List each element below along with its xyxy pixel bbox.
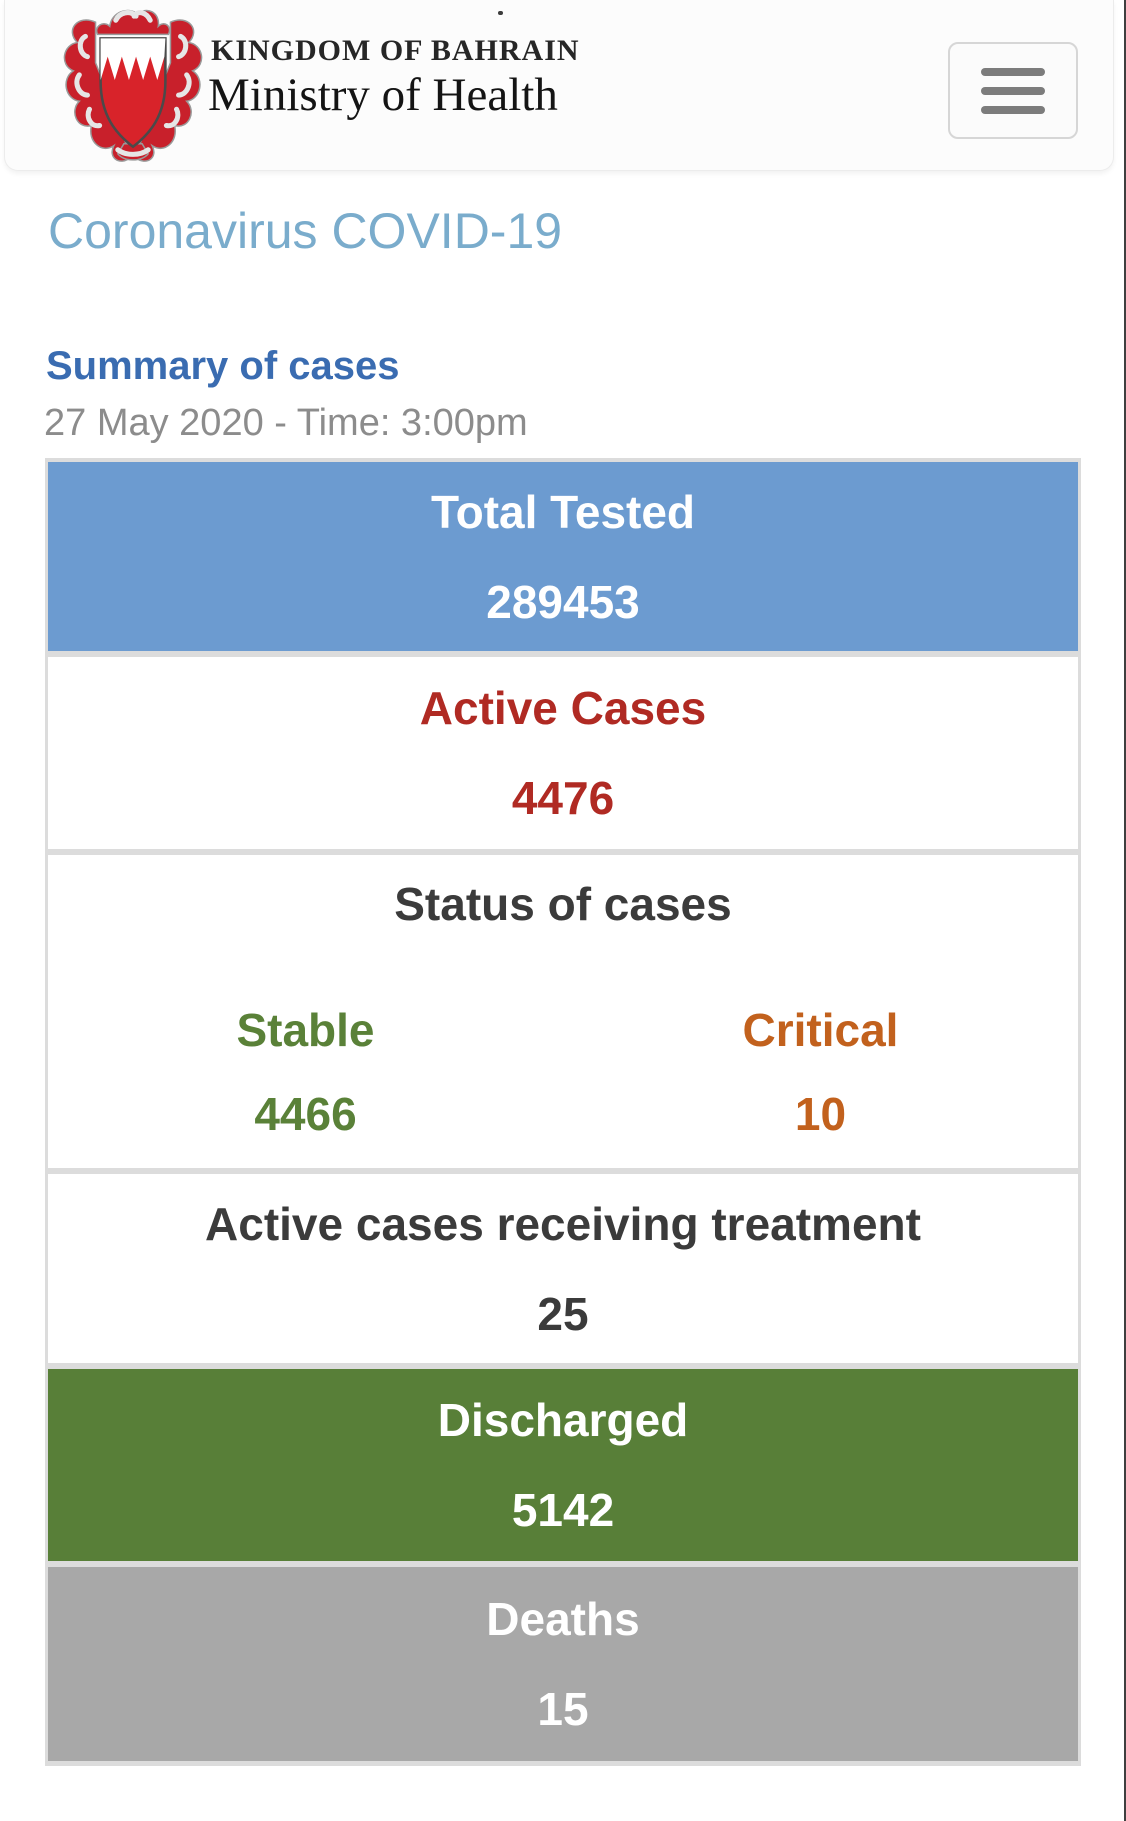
menu-button[interactable] (948, 42, 1078, 139)
critical-column (563, 1003, 1078, 1141)
active-cases-row (48, 657, 1078, 849)
critical-label: Critical (742, 1004, 899, 1056)
status-of-cases-row (48, 855, 1078, 1168)
summary-table (45, 458, 1081, 1766)
active-cases-value: 4476 (511, 772, 615, 824)
total-tested-value: 289453 (486, 575, 640, 628)
header-bar (4, 0, 1114, 171)
deaths-row (48, 1567, 1078, 1761)
stable-value: 4466 (254, 1088, 357, 1140)
report-datetime: 27 May 2020 - Time: 3:00pm (44, 402, 528, 444)
page-title: Coronavirus COVID-19 (48, 203, 563, 259)
summary-section-title: Summary of cases (46, 344, 400, 388)
treatment-value: 25 (537, 1287, 589, 1340)
discharged-row (48, 1369, 1078, 1561)
total-tested-row (48, 462, 1078, 651)
kingdom-of-bahrain-label: KINGDOM OF BAHRAIN (211, 34, 580, 67)
stable-column (48, 1003, 563, 1141)
total-tested-label: Total Tested (430, 485, 696, 538)
discharged-label: Discharged (437, 1394, 689, 1446)
active-cases-label: Active Cases (419, 682, 707, 734)
critical-value: 10 (794, 1088, 847, 1140)
ministry-of-health-label: Ministry of Health (208, 69, 558, 121)
deaths-value: 15 (537, 1683, 589, 1735)
discharged-value: 5142 (511, 1484, 615, 1536)
decorative-dot (498, 11, 503, 15)
status-of-cases-label: Status of cases (394, 878, 732, 930)
stable-label: Stable (236, 1004, 375, 1056)
deaths-label: Deaths (486, 1593, 640, 1645)
status-columns (48, 1003, 1078, 1141)
treatment-label: Active cases receiving treatment (205, 1197, 921, 1250)
bahrain-coat-of-arms-logo[interactable] (57, 4, 209, 166)
treatment-row (48, 1174, 1078, 1363)
